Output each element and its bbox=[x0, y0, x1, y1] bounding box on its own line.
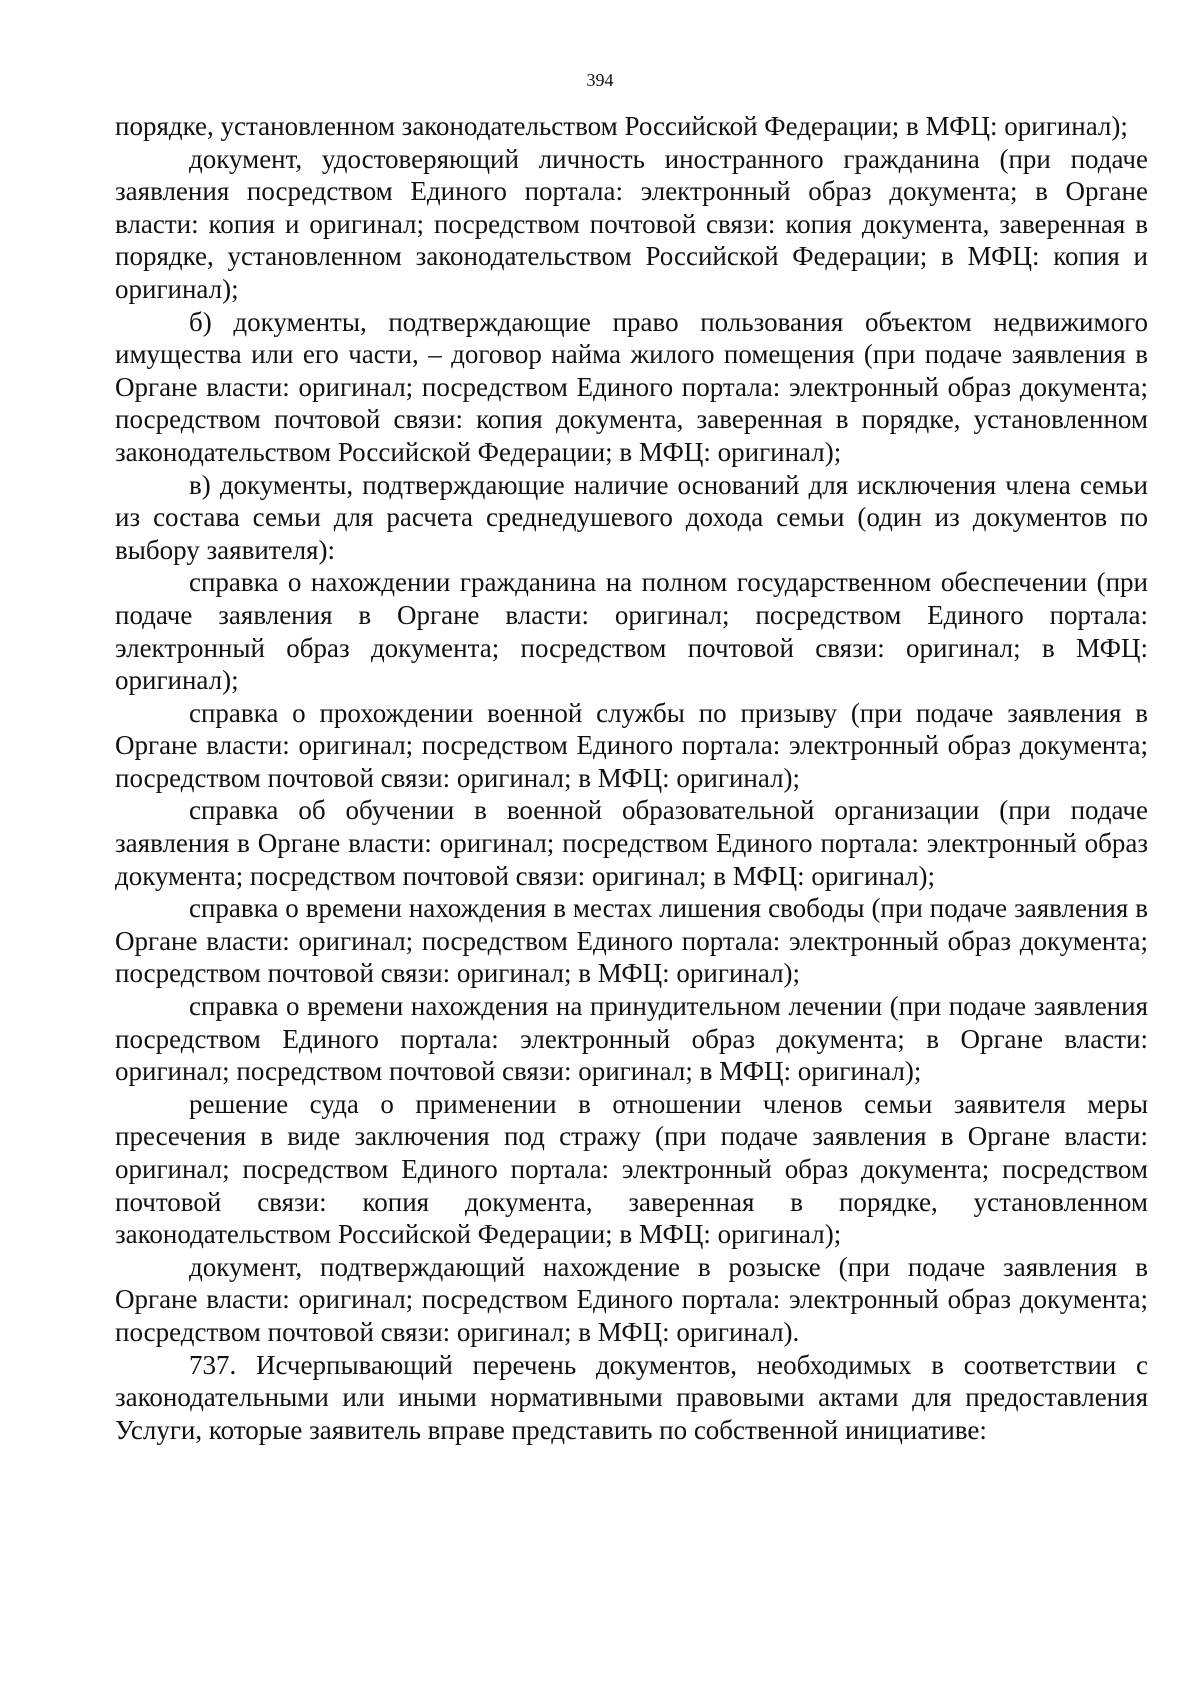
paragraph-military-education-certificate: справка об обучении в военной образовательной организации (при подаче заявления в Органе власти: оригинал; посредством Единого портала: электронный образ документа; посредством почтовой связи: оригинал; в МФЦ: оригинал); bbox=[115, 795, 1148, 891]
paragraph-continuation: порядке, установленном законодательством Российской Федерации; в МФЦ: оригинал); bbox=[115, 111, 1128, 141]
document-body bbox=[115, 110, 1148, 1446]
paragraph-compulsory-treatment-certificate: справка о времени нахождения на принудительном лечении (при подаче заявления посредством Единого портала: электронный образ документа; в Органе власти: оригинал; посредством почтовой связи: оригинал; в МФЦ: оригинал); bbox=[115, 991, 1148, 1087]
paragraph-foreign-id: документ, удостоверяющий личность иностранного гражданина (при подаче заявления посредством Единого портала: электронный образ документа; в Органе власти: копия и оригинал; посредством почтовой связи: копия документа, заверенная в порядке, установленном законодательством Российской Федерации; в МФЦ: копия и оригинал); bbox=[115, 143, 1148, 304]
paragraph-court-decision: решение суда о применении в отношении членов семьи заявителя меры пресечения в виде заключения под стражу (при подаче заявления в Органе власти: оригинал; посредством Единого портала: электронный образ документа; посредством почтовой связи: копия документа, заверенная в порядке, установленном законодательством Российской Федерации; в МФЦ: оригинал); bbox=[115, 1088, 1148, 1250]
paragraph-military-service-certificate: справка о прохождении военной службы по призыву (при подаче заявления в Органе власти: оригинал; посредством Единого портала: электронный образ документа; посредством почтовой связи: оригинал; в МФЦ: оригинал); bbox=[115, 697, 1148, 793]
paragraph-item-737: 737. Исчерпывающий перечень документов, необходимых в соответствии с законодательными или иными нормативными правовыми актами для предоставления Услуги, которые заявитель вправе представить по собственной инициативе: bbox=[115, 1349, 1148, 1445]
paragraph-item-v: в) документы, подтверждающие наличие оснований для исключения члена семьи из состава семьи для расчета среднедушевого дохода семьи (один из документов по выбору заявителя): bbox=[115, 469, 1148, 565]
page-number: 394 bbox=[586, 70, 614, 90]
paragraph-item-b: б) документы, подтверждающие право пользования объектом недвижимого имущества или его части, – договор найма жилого помещения (при подаче заявления в Органе власти: оригинал; посредством Единого портала: электронный образ документа; посредством почтовой связи: копия документа, заверенная в порядке, установленном законодательством Российской Федерации; в МФЦ: оригинал); bbox=[115, 306, 1148, 467]
paragraph-state-support-certificate: справка о нахождении гражданина на полном государственном обеспечении (при подаче заявления в Органе власти: оригинал; посредством Единого портала: электронный образ документа; посредством почтовой связи: оригинал; в МФЦ: оригинал); bbox=[115, 567, 1148, 696]
paragraph-wanted-document: документ, подтверждающий нахождение в розыске (при подаче заявления в Органе власти: оригинал; посредством Единого портала: электронный образ документа; посредством почтовой связи: оригинал; в МФЦ: оригинал). bbox=[115, 1251, 1148, 1347]
paragraph-imprisonment-certificate: справка о времени нахождения в местах лишения свободы (при подаче заявления в Органе власти: оригинал; посредством Единого портала: электронный образ документа; посредством почтовой связи: оригинал; в МФЦ: оригинал); bbox=[115, 893, 1148, 989]
